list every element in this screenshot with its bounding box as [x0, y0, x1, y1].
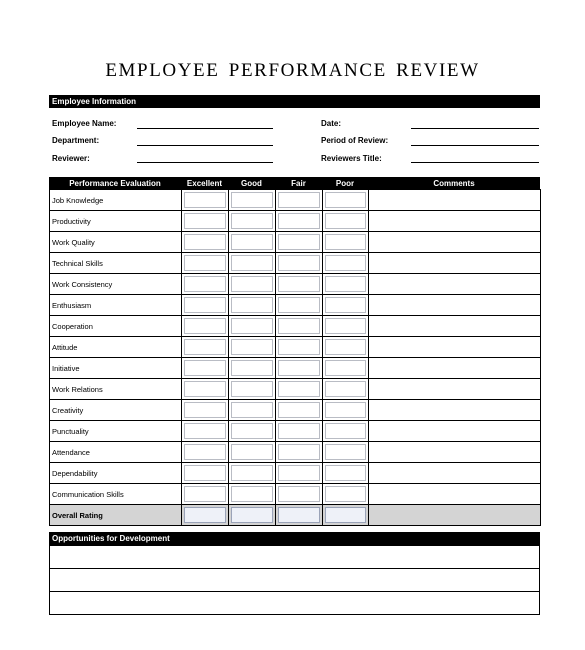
- good-rating-cell: [229, 463, 276, 484]
- excellent-rating-box[interactable]: [184, 360, 226, 376]
- poor-rating-cell: [323, 358, 369, 379]
- evaluation-table: [49, 189, 541, 526]
- poor-rating-box[interactable]: [325, 192, 366, 208]
- excellent-rating-cell: [182, 190, 229, 211]
- excellent-rating-cell: [182, 442, 229, 463]
- poor-rating-cell: [323, 463, 369, 484]
- criterion-label: Creativity: [50, 400, 182, 421]
- criterion-row: [50, 442, 541, 463]
- poor-rating-box[interactable]: [325, 444, 366, 460]
- excellent-rating-cell: [182, 253, 229, 274]
- criterion-label: Work Consistency: [50, 274, 182, 295]
- poor-rating-box[interactable]: [325, 360, 366, 376]
- employee-name-field[interactable]: [137, 128, 273, 129]
- criterion-row: [50, 484, 541, 505]
- criterion-label: Enthusiasm: [50, 295, 182, 316]
- poor-rating-cell: [323, 211, 369, 232]
- excellent-rating-cell: [182, 400, 229, 421]
- fair-rating-box[interactable]: [278, 381, 320, 397]
- excellent-rating-box[interactable]: [184, 255, 226, 271]
- criterion-row: [50, 295, 541, 316]
- fair-rating-cell: [276, 379, 323, 400]
- fair-rating-cell: [276, 505, 323, 526]
- excellent-rating-cell: [182, 379, 229, 400]
- poor-rating-cell: [323, 295, 369, 316]
- criterion-label: Work Relations: [50, 379, 182, 400]
- fair-rating-box[interactable]: [278, 360, 320, 376]
- poor-rating-box[interactable]: [325, 423, 366, 439]
- criterion-row: [50, 463, 541, 484]
- good-rating-cell: [229, 505, 276, 526]
- fair-rating-cell: [276, 463, 323, 484]
- employee-info-section: [49, 109, 540, 171]
- fair-rating-box[interactable]: [278, 444, 320, 460]
- poor-rating-cell: [323, 337, 369, 358]
- excellent-rating-cell: [182, 421, 229, 442]
- criterion-row: [50, 379, 541, 400]
- comments-cell[interactable]: [369, 232, 541, 253]
- comments-cell[interactable]: [369, 358, 541, 379]
- development-line[interactable]: [50, 569, 540, 592]
- development-line[interactable]: [50, 546, 540, 569]
- col-good: Good: [241, 179, 262, 188]
- poor-rating-box[interactable]: [325, 465, 366, 481]
- poor-rating-cell: [323, 484, 369, 505]
- excellent-rating-box[interactable]: [184, 423, 226, 439]
- criterion-label: Attitude: [50, 337, 182, 358]
- good-rating-box[interactable]: [231, 255, 273, 271]
- poor-rating-box[interactable]: [325, 507, 366, 523]
- overall-rating-row: [50, 505, 541, 526]
- fair-rating-cell: [276, 358, 323, 379]
- fair-rating-box[interactable]: [278, 276, 320, 292]
- criterion-row: [50, 190, 541, 211]
- comments-cell[interactable]: [369, 421, 541, 442]
- fair-rating-box[interactable]: [278, 213, 320, 229]
- good-rating-box[interactable]: [231, 318, 273, 334]
- excellent-rating-cell: [182, 316, 229, 337]
- date-field[interactable]: [411, 128, 539, 129]
- fair-rating-box[interactable]: [278, 318, 320, 334]
- good-rating-box[interactable]: [231, 339, 273, 355]
- col-comments: Comments: [433, 179, 475, 188]
- good-rating-cell: [229, 232, 276, 253]
- excellent-rating-box[interactable]: [184, 339, 226, 355]
- poor-rating-box[interactable]: [325, 297, 366, 313]
- good-rating-box[interactable]: [231, 402, 273, 418]
- excellent-rating-box[interactable]: [184, 192, 226, 208]
- col-excellent: Excellent: [186, 179, 223, 188]
- comments-cell[interactable]: [369, 505, 541, 526]
- poor-rating-box[interactable]: [325, 255, 366, 271]
- good-rating-cell: [229, 211, 276, 232]
- col-poor: Poor: [335, 179, 355, 188]
- good-rating-cell: [229, 190, 276, 211]
- poor-rating-box[interactable]: [325, 339, 366, 355]
- criterion-row: [50, 253, 541, 274]
- excellent-rating-cell: [182, 232, 229, 253]
- criterion-label: Job Knowledge: [50, 190, 182, 211]
- poor-rating-cell: [323, 253, 369, 274]
- page-title: EMPLOYEE PERFORMANCE REVIEW: [105, 60, 480, 81]
- fair-rating-box[interactable]: [278, 423, 320, 439]
- criterion-row: [50, 316, 541, 337]
- excellent-rating-box[interactable]: [184, 381, 226, 397]
- poor-rating-cell: [323, 379, 369, 400]
- poor-rating-box[interactable]: [325, 213, 366, 229]
- good-rating-cell: [229, 442, 276, 463]
- excellent-rating-cell: [182, 337, 229, 358]
- fair-rating-box[interactable]: [278, 339, 320, 355]
- good-rating-box[interactable]: [231, 192, 273, 208]
- poor-rating-box[interactable]: [325, 381, 366, 397]
- poor-rating-cell: [323, 232, 369, 253]
- comments-cell[interactable]: [369, 211, 541, 232]
- good-rating-box[interactable]: [231, 213, 273, 229]
- poor-rating-box[interactable]: [325, 402, 366, 418]
- fair-rating-box[interactable]: [278, 192, 320, 208]
- criterion-label: Attendance: [50, 442, 182, 463]
- fair-rating-cell: [276, 442, 323, 463]
- excellent-rating-cell: [182, 274, 229, 295]
- good-rating-box[interactable]: [231, 423, 273, 439]
- poor-rating-cell: [323, 190, 369, 211]
- reviewers-title-label: Reviewers Title:: [321, 154, 382, 163]
- criterion-label: Technical Skills: [50, 253, 182, 274]
- fair-rating-cell: [276, 232, 323, 253]
- period-of-review-field[interactable]: [411, 145, 539, 146]
- fair-rating-cell: [276, 400, 323, 421]
- excellent-rating-box[interactable]: [184, 507, 226, 523]
- comments-cell[interactable]: [369, 400, 541, 421]
- comments-cell[interactable]: [369, 484, 541, 505]
- fair-rating-box[interactable]: [278, 402, 320, 418]
- poor-rating-box[interactable]: [325, 318, 366, 334]
- good-rating-cell: [229, 337, 276, 358]
- excellent-rating-cell: [182, 358, 229, 379]
- excellent-rating-box[interactable]: [184, 444, 226, 460]
- fair-rating-cell: [276, 484, 323, 505]
- good-rating-cell: [229, 253, 276, 274]
- criterion-label: Punctuality: [50, 421, 182, 442]
- criterion-label: Cooperation: [50, 316, 182, 337]
- employee-name-label: Employee Name:: [52, 119, 117, 128]
- date-label: Date:: [321, 119, 342, 128]
- good-rating-cell: [229, 295, 276, 316]
- excellent-rating-box[interactable]: [184, 486, 226, 502]
- good-rating-box[interactable]: [231, 297, 273, 313]
- poor-rating-cell: [323, 421, 369, 442]
- comments-cell[interactable]: [369, 190, 541, 211]
- excellent-rating-cell: [182, 211, 229, 232]
- comments-cell[interactable]: [369, 295, 541, 316]
- fair-rating-cell: [276, 253, 323, 274]
- good-rating-box[interactable]: [231, 486, 273, 502]
- fair-rating-cell: [276, 211, 323, 232]
- good-rating-box[interactable]: [231, 234, 273, 250]
- period-of-review-label: Period of Review:: [321, 136, 389, 145]
- development-header: Opportunities for Development: [49, 532, 540, 545]
- criterion-row: [50, 232, 541, 253]
- fair-rating-box[interactable]: [278, 234, 320, 250]
- comments-cell[interactable]: [369, 253, 541, 274]
- department-label: Department:: [52, 136, 100, 145]
- good-rating-box[interactable]: [231, 507, 273, 523]
- criterion-label: Dependability: [50, 463, 182, 484]
- criterion-row: [50, 337, 541, 358]
- fair-rating-box[interactable]: [278, 297, 320, 313]
- good-rating-cell: [229, 274, 276, 295]
- excellent-rating-box[interactable]: [184, 234, 226, 250]
- fair-rating-box[interactable]: [278, 465, 320, 481]
- criterion-label: Productivity: [50, 211, 182, 232]
- fair-rating-cell: [276, 316, 323, 337]
- col-performance-evaluation: Performance Evaluation: [69, 179, 161, 188]
- poor-rating-cell: [323, 274, 369, 295]
- fair-rating-cell: [276, 190, 323, 211]
- poor-rating-cell: [323, 400, 369, 421]
- good-rating-cell: [229, 484, 276, 505]
- poor-rating-cell: [323, 316, 369, 337]
- excellent-rating-cell: [182, 463, 229, 484]
- reviewer-label: Reviewer:: [52, 154, 90, 163]
- good-rating-box[interactable]: [231, 276, 273, 292]
- excellent-rating-cell: [182, 484, 229, 505]
- good-rating-box[interactable]: [231, 381, 273, 397]
- excellent-rating-box[interactable]: [184, 213, 226, 229]
- excellent-rating-box[interactable]: [184, 465, 226, 481]
- good-rating-cell: [229, 400, 276, 421]
- criterion-label: Work Quality: [50, 232, 182, 253]
- department-field[interactable]: [137, 145, 273, 146]
- reviewer-field[interactable]: [137, 162, 273, 163]
- good-rating-box[interactable]: [231, 360, 273, 376]
- comments-cell[interactable]: [369, 379, 541, 400]
- development-line[interactable]: [50, 592, 540, 615]
- good-rating-cell: [229, 358, 276, 379]
- criterion-label: Overall Rating: [50, 505, 182, 526]
- criterion-row: [50, 358, 541, 379]
- excellent-rating-box[interactable]: [184, 402, 226, 418]
- fair-rating-box[interactable]: [278, 486, 320, 502]
- good-rating-cell: [229, 379, 276, 400]
- criterion-row: [50, 211, 541, 232]
- good-rating-box[interactable]: [231, 465, 273, 481]
- criterion-row: [50, 421, 541, 442]
- poor-rating-cell: [323, 505, 369, 526]
- fair-rating-cell: [276, 337, 323, 358]
- criterion-label: Initiative: [50, 358, 182, 379]
- excellent-rating-box[interactable]: [184, 297, 226, 313]
- excellent-rating-box[interactable]: [184, 276, 226, 292]
- employee-info-header: Employee Information: [49, 95, 540, 108]
- comments-cell[interactable]: [369, 463, 541, 484]
- excellent-rating-cell: [182, 505, 229, 526]
- criterion-row: [50, 400, 541, 421]
- reviewers-title-field[interactable]: [411, 162, 539, 163]
- poor-rating-cell: [323, 442, 369, 463]
- comments-cell[interactable]: [369, 337, 541, 358]
- fair-rating-box[interactable]: [278, 507, 320, 523]
- excellent-rating-box[interactable]: [184, 318, 226, 334]
- fair-rating-cell: [276, 274, 323, 295]
- good-rating-cell: [229, 316, 276, 337]
- poor-rating-box[interactable]: [325, 276, 366, 292]
- fair-rating-cell: [276, 421, 323, 442]
- fair-rating-cell: [276, 295, 323, 316]
- comments-cell[interactable]: [369, 316, 541, 337]
- development-table: [49, 545, 540, 615]
- criterion-row: [50, 274, 541, 295]
- comments-cell[interactable]: [369, 274, 541, 295]
- criterion-label: Communication Skills: [50, 484, 182, 505]
- good-rating-box[interactable]: [231, 444, 273, 460]
- excellent-rating-cell: [182, 295, 229, 316]
- fair-rating-box[interactable]: [278, 255, 320, 271]
- comments-cell[interactable]: [369, 442, 541, 463]
- poor-rating-box[interactable]: [325, 234, 366, 250]
- poor-rating-box[interactable]: [325, 486, 366, 502]
- good-rating-cell: [229, 421, 276, 442]
- col-fair: Fair: [291, 179, 306, 188]
